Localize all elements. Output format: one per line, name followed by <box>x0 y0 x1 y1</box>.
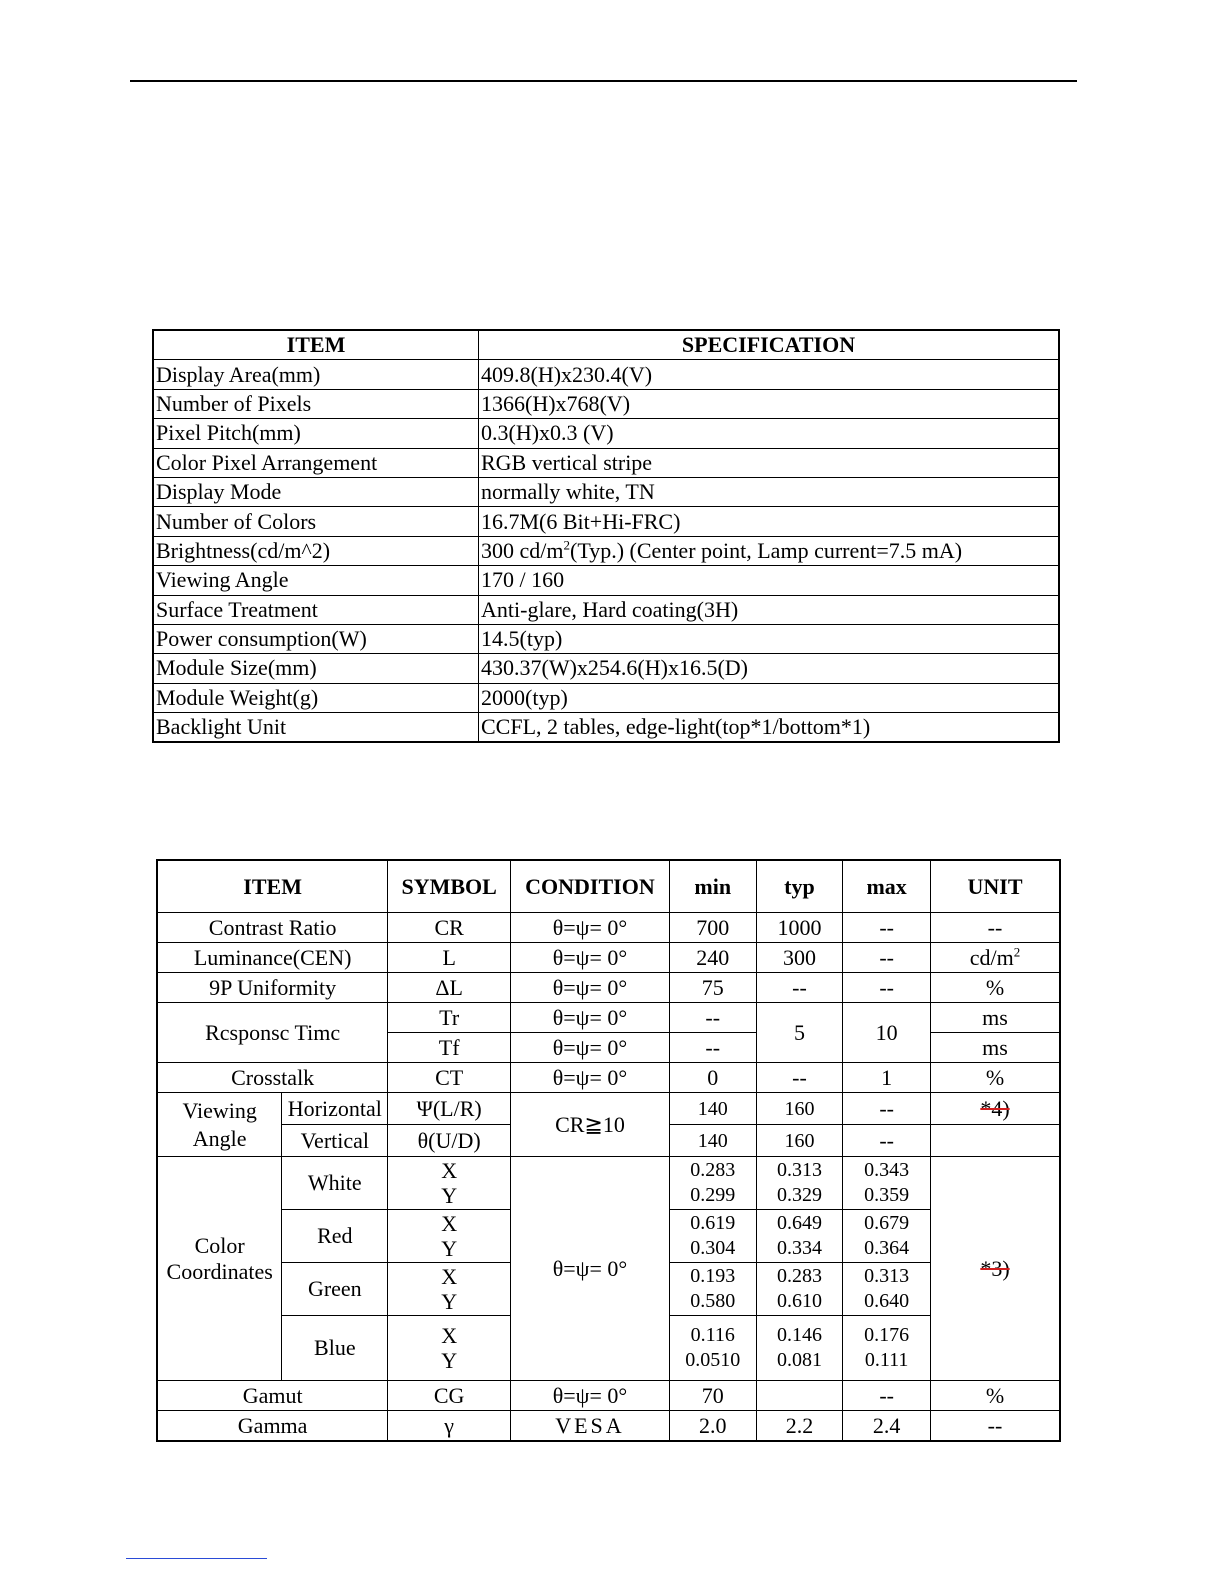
table-row <box>153 448 1059 477</box>
value-y: 0.111 <box>864 1349 909 1371</box>
optical-characteristics-table <box>156 859 1061 1442</box>
col-header-item: ITEM <box>153 330 479 360</box>
row-item: Display Mode <box>153 477 479 506</box>
col-header-max: max <box>843 860 931 913</box>
value-x: 0.343 <box>864 1159 910 1181</box>
value-x: 0.116 <box>690 1324 735 1346</box>
row-typ <box>756 1157 843 1210</box>
row-spec: 14.5(typ) <box>479 624 1060 653</box>
row-item-line: Coordinates <box>166 1259 273 1284</box>
row-typ: 1000 <box>756 913 843 943</box>
row-condition: θ=ψ= 0° <box>511 1157 670 1381</box>
table-row <box>157 1093 1060 1125</box>
row-condition: θ=ψ= 0° <box>511 913 670 943</box>
table-row <box>153 566 1059 595</box>
note-reference: *4) <box>980 1095 1010 1121</box>
row-max <box>843 1157 931 1210</box>
row-item: Surface Treatment <box>153 595 479 624</box>
value-y: 0.640 <box>864 1290 910 1312</box>
col-header-min: min <box>669 860 756 913</box>
row-symbol: CT <box>388 1063 511 1093</box>
table-row <box>153 389 1059 418</box>
table-row <box>153 419 1059 448</box>
row-unit: % <box>930 973 1060 1003</box>
table-row <box>153 595 1059 624</box>
value-y: 0.580 <box>690 1290 736 1312</box>
row-max: -- <box>843 1093 931 1125</box>
value-x: 0.193 <box>690 1265 736 1287</box>
row-condition: θ=ψ= 0° <box>511 1381 670 1411</box>
row-subitem: Vertical <box>282 1125 388 1157</box>
row-spec: 0.3(H)x0.3 (V) <box>479 419 1060 448</box>
spec-text: (Typ.) (Center point, Lamp current=7.5 mA) <box>570 537 963 563</box>
row-unit: ms <box>930 1033 1060 1063</box>
row-min <box>669 1210 756 1263</box>
row-symbol: Tf <box>388 1033 511 1063</box>
footer-rule <box>126 1558 267 1559</box>
row-subitem: White <box>282 1157 388 1210</box>
row-min <box>669 1157 756 1210</box>
row-subitem: Horizontal <box>282 1093 388 1125</box>
row-unit: -- <box>930 913 1060 943</box>
row-spec: 409.8(H)x230.4(V) <box>479 360 1060 389</box>
row-typ: 2.2 <box>756 1411 843 1442</box>
col-header-symbol: SYMBOL <box>388 860 511 913</box>
row-min: 2.0 <box>669 1411 756 1442</box>
table-row <box>153 654 1059 683</box>
general-spec-table <box>152 329 1060 743</box>
row-item: Gamut <box>157 1381 388 1411</box>
row-spec <box>479 536 1060 565</box>
row-subitem: Blue <box>282 1316 388 1381</box>
value-y: 0.364 <box>864 1237 910 1259</box>
row-min: 140 <box>669 1125 756 1157</box>
row-min: -- <box>669 1003 756 1033</box>
row-max <box>843 1210 931 1263</box>
row-item: Number of Pixels <box>153 389 479 418</box>
row-condition: θ=ψ= 0° <box>511 1063 670 1093</box>
row-unit <box>930 1125 1060 1157</box>
value-y: 0.610 <box>776 1290 822 1312</box>
row-symbol: L <box>388 943 511 973</box>
y-label: Y <box>441 1348 458 1373</box>
value-x: 0.313 <box>864 1265 910 1287</box>
row-spec: 16.7M(6 Bit+Hi-FRC) <box>479 507 1060 536</box>
row-item: Contrast Ratio <box>157 913 388 943</box>
table-row <box>157 1063 1060 1093</box>
row-spec: 2000(typ) <box>479 683 1060 712</box>
table-header-row <box>153 330 1059 360</box>
table-row <box>153 683 1059 712</box>
row-symbol <box>388 1316 511 1381</box>
row-unit <box>930 943 1060 973</box>
row-symbol: ΔL <box>388 973 511 1003</box>
value-x: 0.679 <box>864 1212 910 1234</box>
row-spec: Anti-glare, Hard coating(3H) <box>479 595 1060 624</box>
row-typ <box>756 1263 843 1316</box>
x-label: X <box>441 1158 458 1183</box>
value-y: 0.334 <box>776 1237 822 1259</box>
table-row <box>157 1003 1060 1033</box>
row-spec: 170 / 160 <box>479 566 1060 595</box>
table-row <box>157 1411 1060 1442</box>
row-max: -- <box>843 1381 931 1411</box>
row-max: -- <box>843 973 931 1003</box>
row-condition: θ=ψ= 0° <box>511 1003 670 1033</box>
value-x: 0.313 <box>776 1159 822 1181</box>
x-label: X <box>441 1211 458 1236</box>
row-spec: normally white, TN <box>479 477 1060 506</box>
row-typ: -- <box>756 1063 843 1093</box>
row-typ: 5 <box>756 1003 843 1063</box>
value-y: 0.0510 <box>685 1349 741 1371</box>
value-x: 0.146 <box>776 1324 822 1346</box>
row-symbol <box>388 1210 511 1263</box>
table-row <box>157 1381 1060 1411</box>
superscript: 2 <box>563 537 570 553</box>
table-header-row <box>157 860 1060 913</box>
row-unit: % <box>930 1381 1060 1411</box>
superscript: 2 <box>1013 944 1021 960</box>
row-typ <box>756 1381 843 1411</box>
row-condition: θ=ψ= 0° <box>511 943 670 973</box>
row-typ <box>756 1316 843 1381</box>
row-unit: % <box>930 1063 1060 1093</box>
row-item: Brightness(cd/m^2) <box>153 536 479 565</box>
table-row <box>153 624 1059 653</box>
row-item-line: Color <box>194 1233 245 1258</box>
row-min: -- <box>669 1033 756 1063</box>
row-min: 140 <box>669 1093 756 1125</box>
table-row <box>153 477 1059 506</box>
table-row <box>153 507 1059 536</box>
value-x: 0.176 <box>864 1324 910 1346</box>
row-item: Power consumption(W) <box>153 624 479 653</box>
table-row <box>153 536 1059 565</box>
value-y: 0.081 <box>776 1349 822 1371</box>
row-min: 240 <box>669 943 756 973</box>
row-item: Number of Colors <box>153 507 479 536</box>
row-symbol: Ψ(L/R) <box>388 1093 511 1125</box>
row-typ: 160 <box>756 1093 843 1125</box>
row-max <box>843 1316 931 1381</box>
row-max <box>843 1263 931 1316</box>
value-y: 0.329 <box>776 1184 822 1206</box>
row-unit <box>930 1157 1060 1381</box>
row-symbol: θ(U/D) <box>388 1125 511 1157</box>
row-symbol: γ <box>388 1411 511 1442</box>
y-label: Y <box>441 1289 458 1314</box>
unit-text: cd/m <box>969 944 1014 970</box>
row-item: Gamma <box>157 1411 388 1442</box>
row-min: 70 <box>669 1381 756 1411</box>
row-max: 10 <box>843 1003 931 1063</box>
row-symbol: Tr <box>388 1003 511 1033</box>
row-typ: 160 <box>756 1125 843 1157</box>
row-symbol: CR <box>388 913 511 943</box>
row-condition: θ=ψ= 0° <box>511 973 670 1003</box>
value-y: 0.359 <box>864 1184 910 1206</box>
table-row <box>157 973 1060 1003</box>
row-typ: -- <box>756 973 843 1003</box>
row-item: Rcsponsc Timc <box>157 1003 388 1063</box>
row-max: -- <box>843 913 931 943</box>
x-label: X <box>441 1323 458 1348</box>
row-max: 1 <box>843 1063 931 1093</box>
row-min <box>669 1316 756 1381</box>
row-condition: θ=ψ= 0° <box>511 1033 670 1063</box>
row-item: Backlight Unit <box>153 713 479 743</box>
row-item: Crosstalk <box>157 1063 388 1093</box>
row-item: Color Pixel Arrangement <box>153 448 479 477</box>
col-header-condition: CONDITION <box>511 860 670 913</box>
row-unit: ms <box>930 1003 1060 1033</box>
row-unit: -- <box>930 1411 1060 1442</box>
table-row <box>157 943 1060 973</box>
value-x: 0.283 <box>776 1265 822 1287</box>
row-item: Viewing Angle <box>153 566 479 595</box>
row-min: 0 <box>669 1063 756 1093</box>
y-label: Y <box>441 1236 458 1261</box>
col-header-item: ITEM <box>157 860 388 913</box>
row-symbol <box>388 1263 511 1316</box>
row-item: Pixel Pitch(mm) <box>153 419 479 448</box>
row-item-line: Angle <box>192 1125 247 1151</box>
table-row <box>157 1157 1060 1210</box>
value-y: 0.304 <box>690 1237 736 1259</box>
row-min: 700 <box>669 913 756 943</box>
x-label: X <box>441 1264 458 1289</box>
header-rule <box>130 80 1077 82</box>
row-item: Module Size(mm) <box>153 654 479 683</box>
row-item: 9P Uniformity <box>157 973 388 1003</box>
col-header-typ: typ <box>756 860 843 913</box>
row-item <box>157 1093 282 1157</box>
row-item: Luminance(CEN) <box>157 943 388 973</box>
row-symbol: CG <box>388 1381 511 1411</box>
row-subitem: Green <box>282 1263 388 1316</box>
row-unit <box>930 1093 1060 1125</box>
row-item: Display Area(mm) <box>153 360 479 389</box>
value-x: 0.283 <box>690 1159 736 1181</box>
row-spec: CCFL, 2 tables, edge-light(top*1/bottom*1) <box>479 713 1060 743</box>
y-label: Y <box>441 1183 458 1208</box>
row-min <box>669 1263 756 1316</box>
row-subitem: Red <box>282 1210 388 1263</box>
row-condition: VESA <box>511 1411 670 1442</box>
row-max: -- <box>843 1125 931 1157</box>
row-max: 2.4 <box>843 1411 931 1442</box>
row-spec: 430.37(W)x254.6(H)x16.5(D) <box>479 654 1060 683</box>
row-min: 75 <box>669 973 756 1003</box>
col-header-specification: SPECIFICATION <box>479 330 1060 360</box>
table-row <box>153 713 1059 743</box>
row-symbol <box>388 1157 511 1210</box>
table-row <box>153 360 1059 389</box>
row-item <box>157 1157 282 1381</box>
table-row <box>157 913 1060 943</box>
row-item-line: Viewing <box>182 1097 257 1123</box>
note-reference: *3) <box>980 1255 1010 1281</box>
row-spec: 1366(H)x768(V) <box>479 389 1060 418</box>
row-max: -- <box>843 943 931 973</box>
spec-text: 300 cd/m <box>481 537 564 563</box>
row-condition: CR≧10 <box>511 1093 670 1157</box>
value-x: 0.649 <box>776 1212 822 1234</box>
row-spec: RGB vertical stripe <box>479 448 1060 477</box>
value-y: 0.299 <box>690 1184 736 1206</box>
row-typ <box>756 1210 843 1263</box>
col-header-unit: UNIT <box>930 860 1060 913</box>
row-item: Module Weight(g) <box>153 683 479 712</box>
row-typ: 300 <box>756 943 843 973</box>
value-x: 0.619 <box>690 1212 736 1234</box>
